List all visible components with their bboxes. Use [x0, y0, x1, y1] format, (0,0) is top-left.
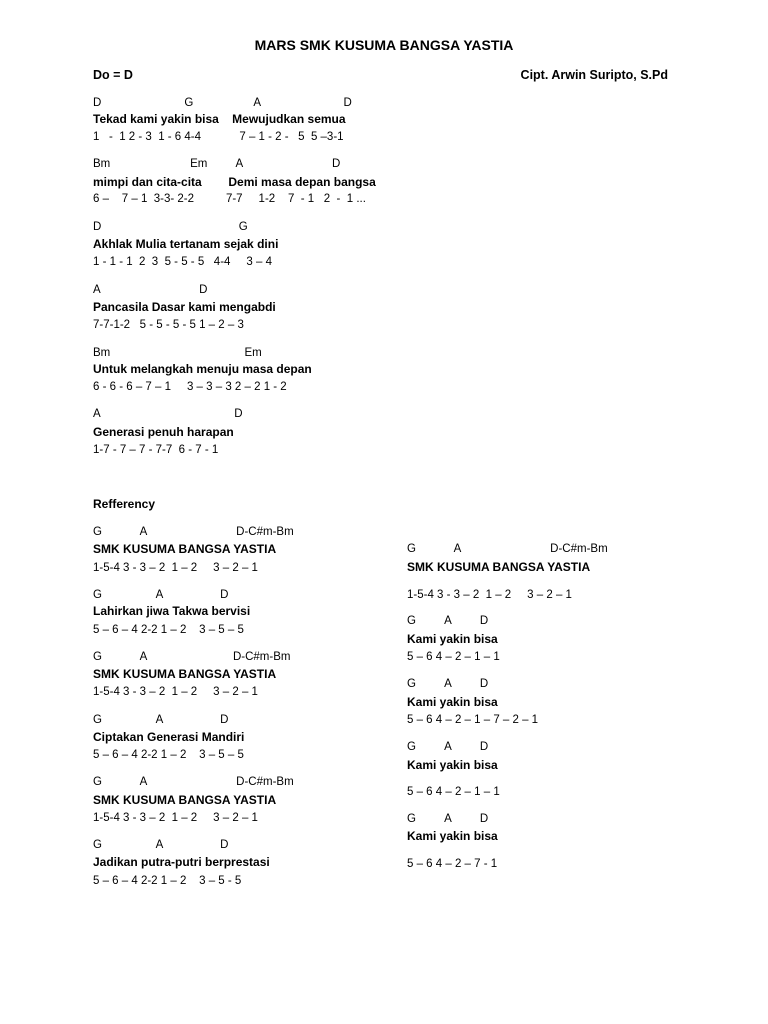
notation-line: 1-7 - 7 – 7 - 7-7 6 - 7 - 1	[93, 444, 219, 456]
lyric-line: Kami yakin bisa	[407, 829, 498, 843]
notation-line: 1 - 1 - 1 2 3 5 - 5 - 5 4-4 3 – 4	[93, 256, 272, 268]
song-title: MARS SMK KUSUMA BANGSA YASTIA	[254, 37, 514, 53]
notation-line: 5 – 6 – 4 2-2 1 – 2 3 – 5 – 5	[93, 749, 244, 761]
notation-line: 1 - 1 2 - 3 1 - 6 4-4 7 – 1 - 2 - 5 5 –3-1	[93, 131, 344, 143]
notation-line: 7-7-1-2 5 - 5 - 5 - 5 1 – 2 – 3	[93, 319, 244, 331]
chord-line: G A D-C#m-Bm	[93, 651, 291, 663]
lyric-line: Generasi penuh harapan	[93, 425, 234, 439]
chord-line: G A D	[93, 839, 229, 851]
lyric-line: SMK KUSUMA BANGSA YASTIA	[93, 793, 277, 807]
notation-line: 1-5-4 3 - 3 – 2 1 – 2 3 – 2 – 1	[93, 562, 258, 574]
notation-line: 5 – 6 4 – 2 – 1 – 7 – 2 – 1	[407, 714, 539, 726]
lyric-line: mimpi dan cita-cita Demi masa depan bangsa	[93, 175, 376, 189]
notation-line: 6 - 6 - 6 – 7 – 1 3 – 3 – 3 2 – 2 1 - 2	[93, 381, 287, 393]
chord-line: A D	[93, 408, 243, 420]
chord-line: G A D	[407, 741, 489, 753]
notation-line: 5 – 6 – 4 2-2 1 – 2 3 – 5 - 5	[93, 875, 242, 887]
lyric-line: Kami yakin bisa	[407, 632, 498, 646]
lyric-line: Kami yakin bisa	[407, 758, 498, 772]
notation-line: 5 – 6 4 – 2 – 7 - 1	[407, 858, 498, 870]
lyric-line: SMK KUSUMA BANGSA YASTIA	[93, 542, 277, 556]
chord-line: Bm Em	[93, 347, 262, 359]
composer-credit: Cipt. Arwin Suripto, S.Pd	[520, 68, 668, 82]
lyric-line: SMK KUSUMA BANGSA YASTIA	[93, 667, 277, 681]
lyric-line: Ciptakan Generasi Mandiri	[93, 730, 245, 744]
chord-line: G A D-C#m-Bm	[93, 776, 294, 788]
notation-line: 5 – 6 4 – 2 – 1 – 1	[407, 786, 500, 798]
refrain-heading: Refferency	[93, 497, 156, 511]
lyric-line: Pancasila Dasar kami mengabdi	[93, 300, 276, 314]
chord-line: Bm Em A D	[93, 158, 341, 170]
chord-line: G A D-C#m-Bm	[407, 543, 608, 555]
chord-line: G A D	[93, 589, 229, 601]
notation-line: 1-5-4 3 - 3 – 2 1 – 2 3 – 2 – 1	[93, 812, 258, 824]
lyric-line: Akhlak Mulia tertanam sejak dini	[93, 237, 279, 251]
chord-line: G A D	[93, 714, 229, 726]
chord-line: D G	[93, 221, 248, 233]
notation-line: 1-5-4 3 - 3 – 2 1 – 2 3 – 2 – 1	[93, 686, 258, 698]
notation-line: 1-5-4 3 - 3 – 2 1 – 2 3 – 2 – 1	[407, 589, 572, 601]
chord-line: G A D	[407, 678, 489, 690]
lyric-line: Untuk melangkah menuju masa depan	[93, 362, 312, 376]
lyric-line: Tekad kami yakin bisa Mewujudkan semua	[93, 112, 346, 126]
chord-line: G A D	[407, 813, 489, 825]
lyric-line: Jadikan putra-putri berprestasi	[93, 855, 270, 869]
chord-line: D G A D	[93, 97, 352, 109]
notation-line: 6 – 7 – 1 3-3- 2-2 7-7 1-2 7 - 1 2 - 1 ...	[93, 193, 366, 205]
lyric-line: SMK KUSUMA BANGSA YASTIA	[407, 560, 591, 574]
notation-line: 5 – 6 4 – 2 – 1 – 1	[407, 651, 500, 663]
lyric-line: Kami yakin bisa	[407, 695, 498, 709]
chord-line: G A D	[407, 615, 489, 627]
chord-line: G A D-C#m-Bm	[93, 526, 294, 538]
key-signature: Do = D	[93, 68, 133, 82]
notation-line: 5 – 6 – 4 2-2 1 – 2 3 – 5 – 5	[93, 624, 244, 636]
lyric-line: Lahirkan jiwa Takwa bervisi	[93, 604, 251, 618]
chord-line: A D	[93, 284, 208, 296]
